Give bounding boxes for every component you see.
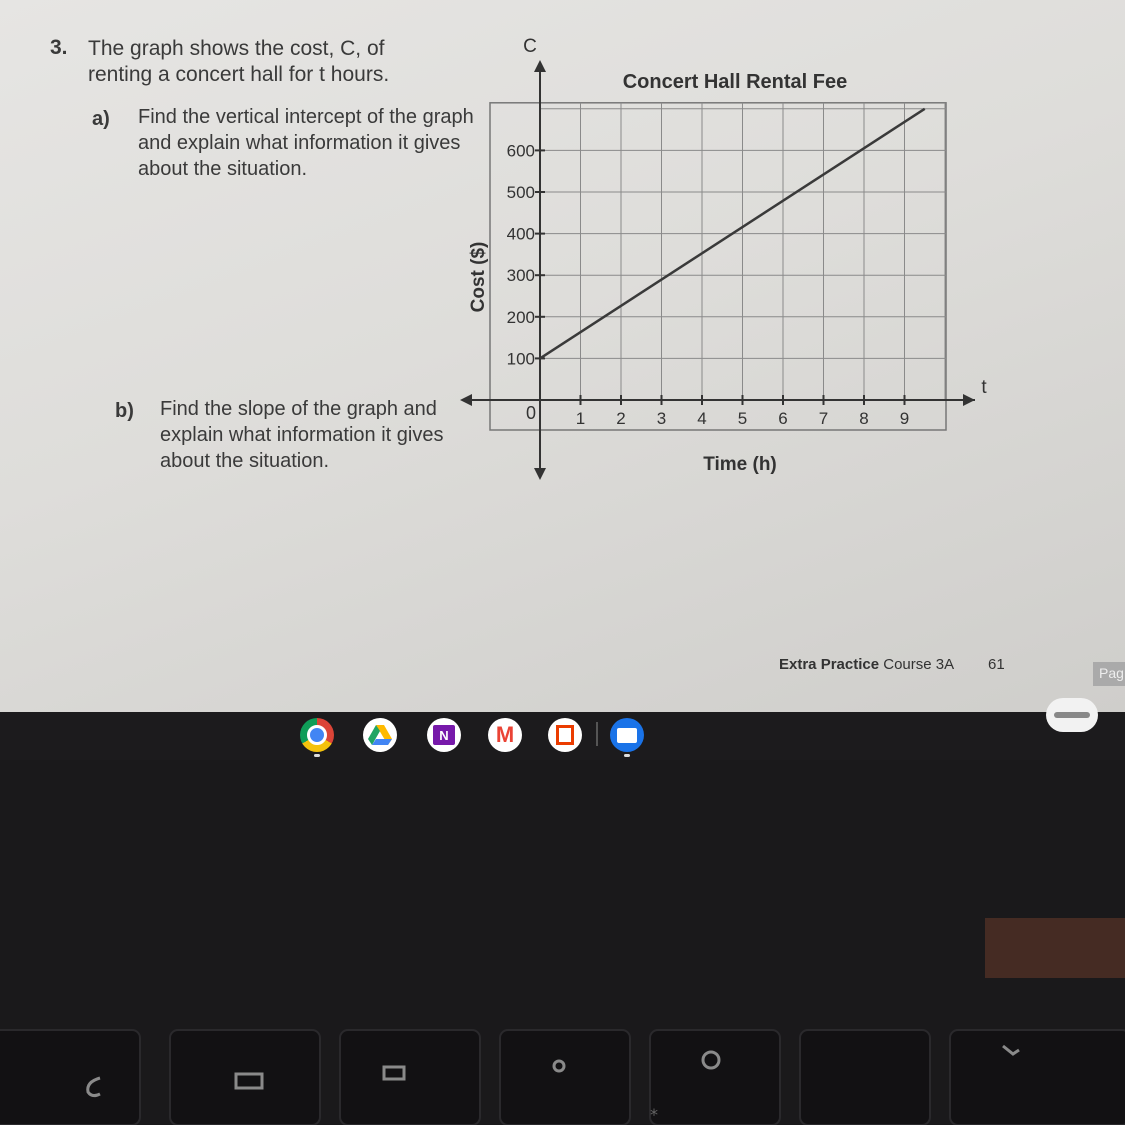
- office-square-icon: [556, 725, 574, 745]
- key-back[interactable]: [170, 1030, 320, 1125]
- chart-axes: [460, 60, 975, 480]
- part-b-label: b): [115, 400, 134, 422]
- origin-label: 0: [525, 403, 537, 423]
- key-forward[interactable]: [340, 1030, 480, 1125]
- laptop-keyboard: [0, 760, 1125, 1125]
- x-axis-arrow-right-icon: [963, 394, 975, 406]
- gmail-glyph: M: [495, 722, 515, 747]
- shelf-divider: [596, 722, 598, 746]
- footer-course-rest: Course 3A: [883, 656, 955, 673]
- status-tray[interactable]: [1046, 698, 1098, 732]
- x-axis-variable: t: [981, 377, 987, 398]
- page-tab-label: Pag: [1093, 662, 1125, 686]
- asterisk-key-glyph: *: [650, 1105, 658, 1124]
- x-tick-label: 1: [575, 409, 586, 428]
- y-tick-label: 500: [506, 183, 535, 202]
- x-axis-label: Time (h): [703, 454, 777, 475]
- x-tick-label: 4: [697, 409, 707, 428]
- files-running-indicator: [624, 754, 630, 757]
- folder-icon: [617, 728, 637, 743]
- x-tick-label: 9: [899, 409, 910, 428]
- y-tick-label: 100: [506, 349, 535, 369]
- office-icon[interactable]: [548, 718, 582, 752]
- key-refresh[interactable]: [500, 1030, 630, 1125]
- key-fullscreen[interactable]: [650, 1030, 780, 1125]
- x-tick-label: 8: [859, 409, 869, 428]
- drive-triangle-icon: [368, 724, 392, 746]
- y-axis-arrow-up-icon: [534, 60, 546, 72]
- files-icon[interactable]: [610, 718, 644, 752]
- keyboard-reflection: [985, 918, 1125, 978]
- y-tick-label: 200: [506, 307, 535, 327]
- y-tick-label: 600: [506, 141, 535, 161]
- chrome-center-icon: [307, 725, 327, 745]
- x-tick-label: 5: [737, 409, 748, 428]
- key-escape[interactable]: [0, 1030, 140, 1125]
- x-tick-label: 3: [656, 409, 667, 428]
- footer-course: [779, 656, 954, 673]
- chart-grid: [490, 103, 946, 430]
- tray-status-bar-icon: [1054, 712, 1090, 718]
- question-text-line-2: renting a concert hall for t hours.: [88, 63, 390, 86]
- chrome-icon[interactable]: [300, 718, 334, 752]
- y-axis-arrow-down-icon: [534, 468, 546, 480]
- question-number: 3.: [50, 36, 68, 59]
- y-tick-label: 400: [506, 224, 535, 244]
- question-text-line-1: The graph shows the cost, C, of: [88, 37, 385, 60]
- grid-border: [490, 103, 946, 430]
- x-tick-label: 2: [616, 409, 626, 428]
- onenote-icon[interactable]: [427, 718, 461, 752]
- part-a-label: a): [92, 108, 110, 130]
- gmail-icon[interactable]: [488, 718, 522, 752]
- x-tick-label: 6: [778, 409, 788, 428]
- key-overview[interactable]: [800, 1030, 930, 1125]
- x-axis-arrow-left-icon: [460, 394, 472, 406]
- footer-page-number: 61: [988, 656, 1005, 673]
- part-a-text: Find the vertical intercept of the graph and explain what information it gives about the situation.: [138, 106, 474, 180]
- chart-title: Concert Hall Rental Fee: [622, 71, 848, 93]
- key-brightness[interactable]: [950, 1030, 1125, 1125]
- google-drive-icon[interactable]: [363, 718, 397, 752]
- onenote-glyph: N: [433, 725, 455, 745]
- y-tick-label: 300: [506, 266, 535, 286]
- part-b-text: Find the slope of the graph and explain what information it gives about the situation.: [160, 398, 444, 472]
- chart-tick-labels: [507, 141, 910, 428]
- x-tick-label: 7: [818, 409, 829, 428]
- chrome-running-indicator: [314, 754, 320, 757]
- y-axis-label: Cost ($): [468, 241, 489, 313]
- y-axis-variable: C: [523, 36, 537, 57]
- footer-course-bold: Extra Practice: [779, 656, 880, 673]
